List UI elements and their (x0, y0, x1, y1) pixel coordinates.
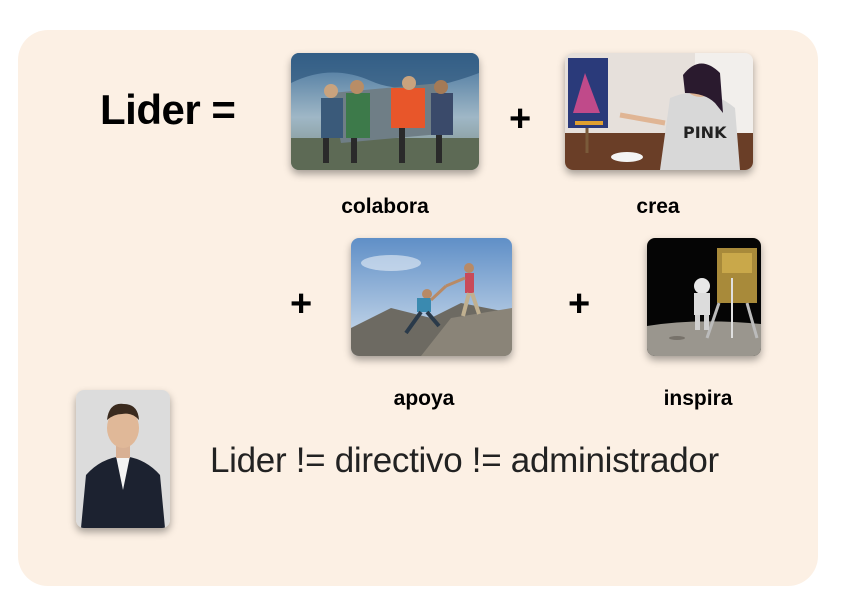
leader-portrait-photo (76, 390, 170, 528)
caption-colabora: colabora (341, 195, 429, 218)
plus-sign-1: + (509, 98, 532, 140)
lider-title: Lider = (100, 86, 236, 133)
plus-sign-2: + (290, 283, 313, 325)
caption-crea: crea (636, 195, 680, 218)
apoya-photo (351, 238, 512, 356)
plus-sign-3: + (568, 283, 591, 325)
caption-inspira: inspira (663, 387, 733, 410)
caption-apoya: apoya (393, 387, 455, 410)
crea-photo (565, 53, 753, 170)
leader-statement: Lider != directivo != administrador (210, 441, 719, 480)
colabora-photo (291, 53, 479, 170)
inspira-photo (647, 238, 761, 356)
svg-text:PINK: PINK (683, 123, 727, 142)
